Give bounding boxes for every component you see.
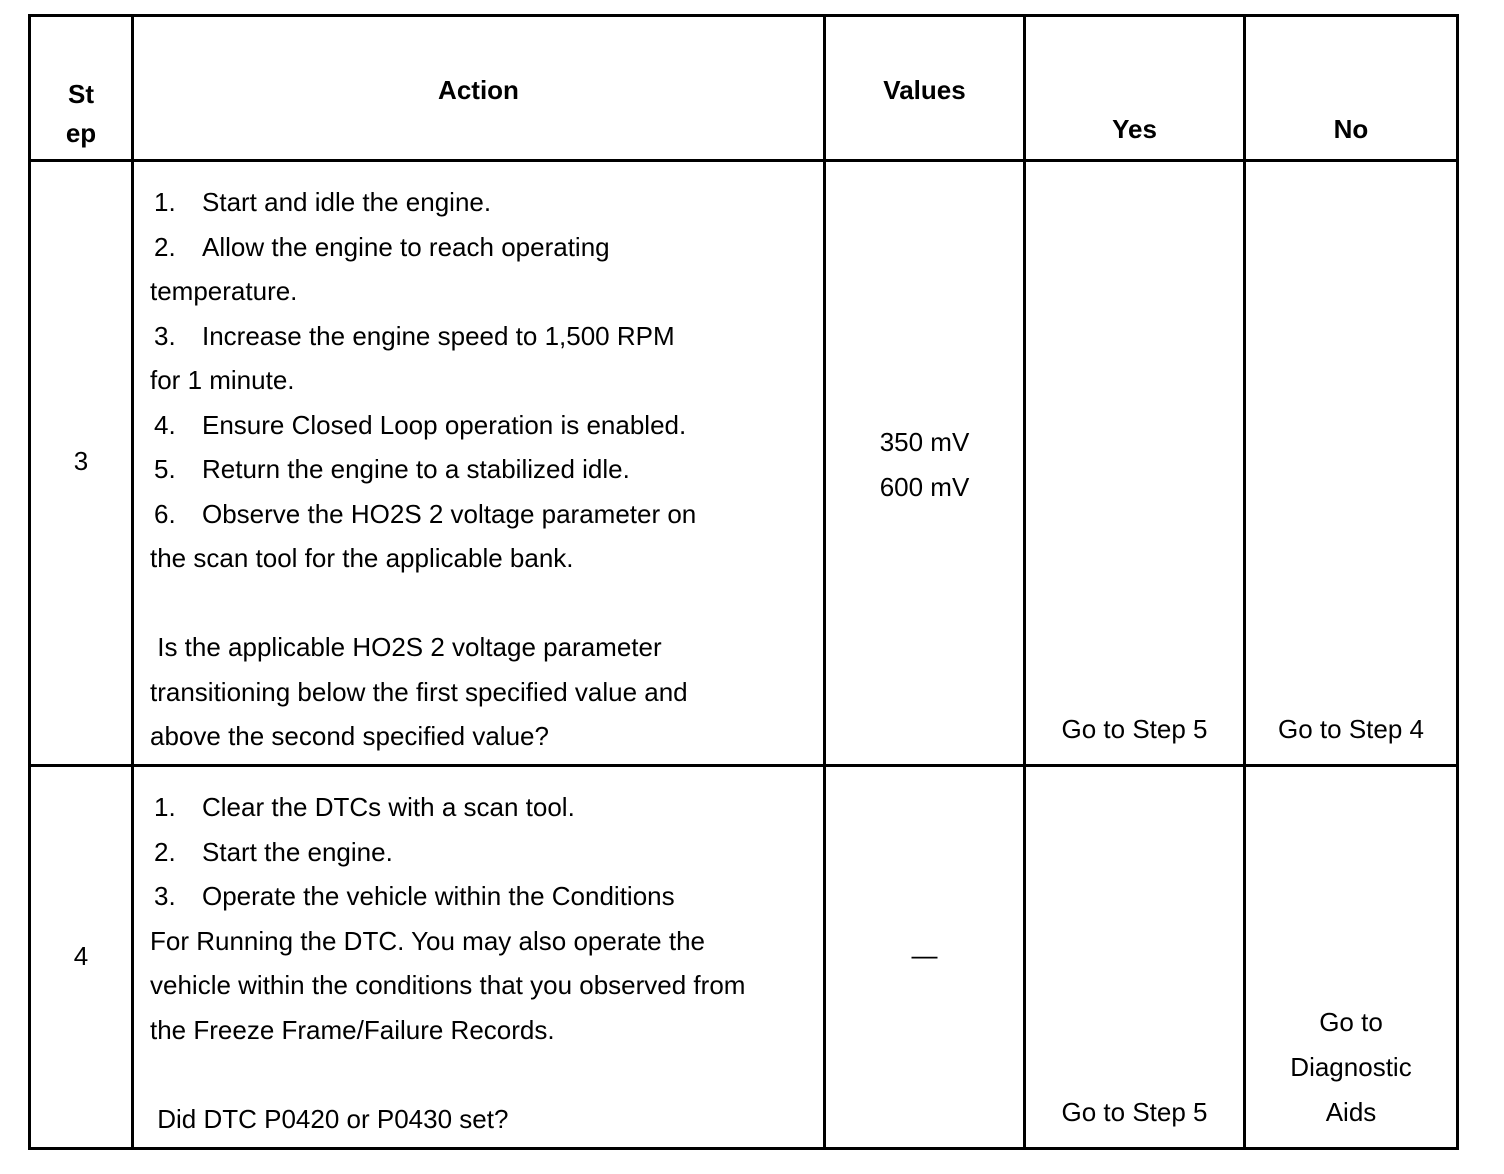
action-item: 3. Increase the engine speed to 1,500 RPM for 1 minute.	[150, 320, 675, 395]
step-cell	[30, 161, 133, 766]
action-item: 3. Operate the vehicle within the Conditions For Running the DTC. You may also operate the vehicle within the conditions that you observed from the Freeze Frame/Failure Records.	[150, 881, 746, 1045]
step-number: 3	[73, 446, 89, 476]
step-cell	[30, 766, 133, 1149]
action-cell	[133, 766, 825, 1149]
value-high: 600 mV	[879, 472, 970, 502]
yes-cell	[1025, 161, 1245, 766]
header-action	[133, 16, 825, 161]
yes-cell	[1025, 766, 1245, 1149]
action-cell	[133, 161, 825, 766]
table-row	[30, 766, 1458, 1149]
diagnostic-table	[28, 14, 1459, 1150]
yes-result: Go to Step 5	[1061, 1097, 1208, 1127]
header-row	[30, 16, 1458, 161]
action-question: Is the applicable HO2S 2 voltage parameter transitioning below the first specified value and above the second specified value?	[150, 632, 688, 751]
no-cell	[1245, 766, 1458, 1149]
action-item: 5. Return the engine to a stabilized idle.	[154, 454, 630, 484]
header-step-line2: ep	[65, 118, 97, 148]
header-values-label: Values	[883, 75, 966, 105]
header-step-line1: St	[68, 79, 94, 109]
action-question: Did DTC P0420 or P0430 set?	[150, 1103, 509, 1134]
action-item: 1. Clear the DTCs with a scan tool.	[154, 792, 575, 822]
value-none: —	[911, 940, 938, 970]
header-yes-label: Yes	[1112, 114, 1157, 144]
values-cell	[825, 766, 1025, 1149]
header-no-label: No	[1333, 114, 1369, 144]
value-low: 350 mV	[879, 427, 970, 457]
action-item: 1. Start and idle the engine.	[154, 187, 492, 217]
table-row	[30, 161, 1458, 766]
action-item: 6. Observe the HO2S 2 voltage parameter on the scan tool for the applicable bank.	[150, 498, 697, 573]
yes-result: Go to Step 5	[1061, 714, 1208, 744]
header-values	[825, 16, 1025, 161]
action-item: 2. Allow the engine to reach operating temperature.	[150, 231, 610, 306]
header-action-label: Action	[438, 75, 519, 105]
header-yes	[1025, 16, 1245, 161]
header-no	[1245, 16, 1458, 161]
no-result: Go to Diagnostic Aids	[1290, 1007, 1412, 1127]
header-step	[30, 16, 133, 161]
no-result: Go to Step 4	[1278, 714, 1424, 744]
action-item: 4. Ensure Closed Loop operation is enabled.	[154, 409, 687, 440]
no-cell	[1245, 161, 1458, 766]
step-number: 4	[73, 941, 89, 971]
action-item: 2. Start the engine.	[154, 836, 393, 867]
values-cell	[825, 161, 1025, 766]
